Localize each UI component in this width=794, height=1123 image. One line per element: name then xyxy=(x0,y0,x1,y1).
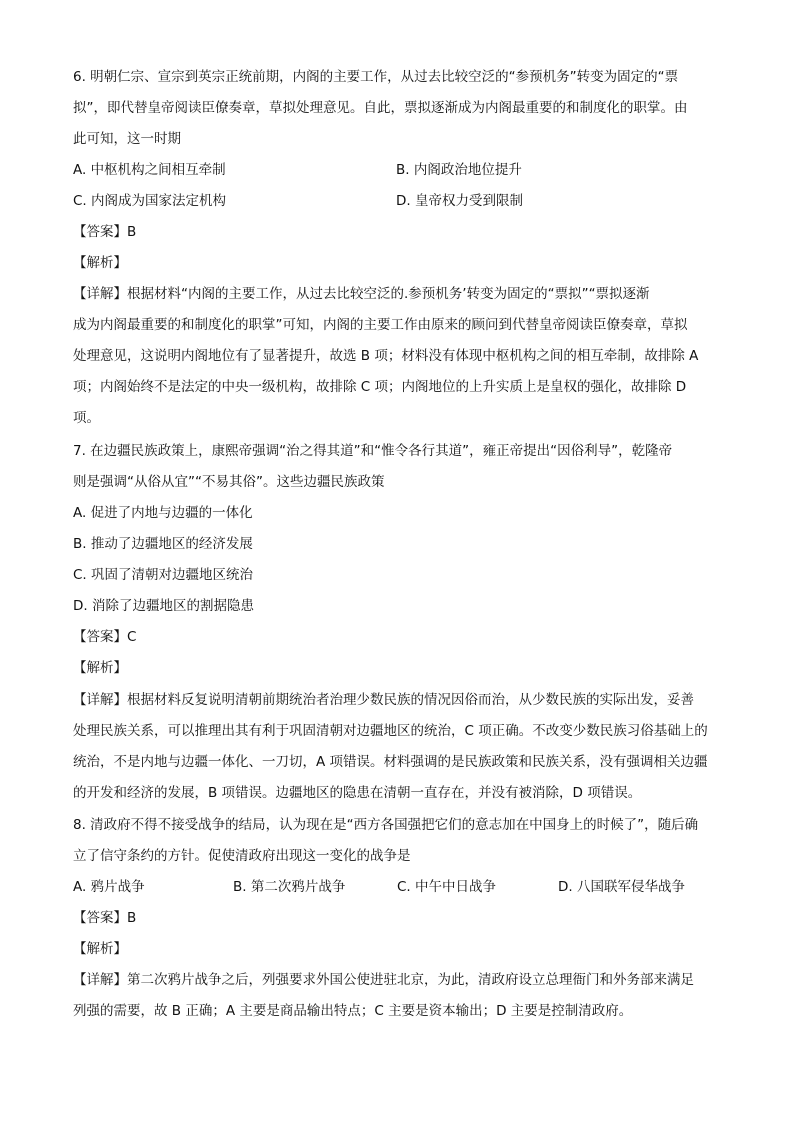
q7-detail-line-1: 【详解】根据材料反复说明清朝前期统治者治理少数民族的情况因俗而治，从少数民族的实际出发，妥善 xyxy=(73,692,694,708)
q6-answer: 【答案】B xyxy=(73,224,137,240)
q6-detail-line-1: 【详解】根据材料“内阁的主要工作，从过去比较空泛的.参预机务’转变为固定的“票拟”“票拟逐渐 xyxy=(73,286,650,302)
q6-detail-line-2: 成为内阁最重要的和制度化的职掌”可知，内阁的主要工作由原来的顾问到代替皇帝阅读臣僚奏章，草拟 xyxy=(73,317,688,333)
q6-detail-line-3: 处理意见，这说明内阁地位有了显著提升，故选 B 项；材料没有体现中枢机构之间的相互牵制，故排除 A xyxy=(73,348,699,364)
q8-answer: 【答案】B xyxy=(73,910,137,926)
q7-detail-line-3: 统治，不是内地与边疆一体化、一刀切，A 项错误。材料强调的是民族政策和民族关系，没有强调相关边疆 xyxy=(73,754,708,770)
q6-option-c: C. 内阁成为国家法定机构 xyxy=(73,193,227,209)
q6-stem-line-1: 6. 明朝仁宗、宣宗到英宗正统前期，内阁的主要工作，从过去比较空泛的“参预机务”转变为固定的“票 xyxy=(73,69,679,85)
q7-detail-line-2: 处理民族关系，可以推理出其有利于巩固清朝对边疆地区的统治，C 项正确。不改变少数民族习俗基础上的 xyxy=(73,723,708,739)
q7-stem-line-1: 7. 在边疆民族政策上，康熙帝强调“治之得其道”和“惟令各行其道”，雍正帝提出“因俗利导”，乾隆帝 xyxy=(73,443,673,459)
q7-answer: 【答案】C xyxy=(73,629,137,645)
q6-detail-line-4: 项；内阁始终不是法定的中央一级机构，故排除 C 项；内阁地位的上升实质上是皇权的强化，故排除 D xyxy=(73,379,687,395)
q8-option-c: C. 中午中日战争 xyxy=(397,879,497,895)
q8-option-d: D. 八国联军侵华战争 xyxy=(558,879,685,895)
q8-option-b: B. 第二次鸦片战争 xyxy=(233,879,346,895)
q6-option-a: A. 中枢机构之间相互牵制 xyxy=(73,162,226,178)
q8-stem-line-1: 8. 清政府不得不接受战争的结局，认为现在是“西方各国强把它们的意志加在中国身上的时候了”，随后确 xyxy=(73,817,699,833)
q7-option-b: B. 推动了边疆地区的经济发展 xyxy=(73,536,253,552)
q6-option-b: B. 内阁政治地位提升 xyxy=(396,162,522,178)
q6-stem-line-2: 拟”，即代替皇帝阅读臣僚奏章，草拟处理意见。自此，票拟逐渐成为内阁最重要的和制度化的职掌。由 xyxy=(73,100,688,116)
q6-stem-line-3: 此可知，这一时期 xyxy=(73,131,181,147)
q7-stem-line-2: 则是强调“从俗从宜”“不易其俗”。这些边疆民族政策 xyxy=(73,474,385,490)
q8-detail-line-2: 列强的需要，故 B 正确；A 主要是商品输出特点；C 主要是资本输出；D 主要是控制清政府。 xyxy=(73,1003,633,1019)
q7-analysis-heading: 【解析】 xyxy=(73,660,127,676)
q8-stem-line-2: 立了信守条约的方针。促使清政府出现这一变化的战争是 xyxy=(73,848,411,864)
q7-option-a: A. 促进了内地与边疆的一体化 xyxy=(73,505,253,521)
q8-option-a: A. 鸦片战争 xyxy=(73,879,145,895)
q6-analysis-heading: 【解析】 xyxy=(73,255,127,271)
q8-analysis-heading: 【解析】 xyxy=(73,941,127,957)
q7-option-d: D. 消除了边疆地区的割据隐患 xyxy=(73,598,254,614)
q8-detail-line-1: 【详解】第二次鸦片战争之后，列强要求外国公使进驻北京，为此，清政府设立总理衙门和外务部来满足 xyxy=(73,972,694,988)
q6-option-d: D. 皇帝权力受到限制 xyxy=(396,193,523,209)
q6-detail-line-5: 项。 xyxy=(73,410,100,426)
q7-detail-line-4: 的开发和经济的发展，B 项错误。边疆地区的隐患在清朝一直存在，并没有被消除，D 项错误。 xyxy=(73,785,642,801)
q7-option-c: C. 巩固了清朝对边疆地区统治 xyxy=(73,567,254,583)
